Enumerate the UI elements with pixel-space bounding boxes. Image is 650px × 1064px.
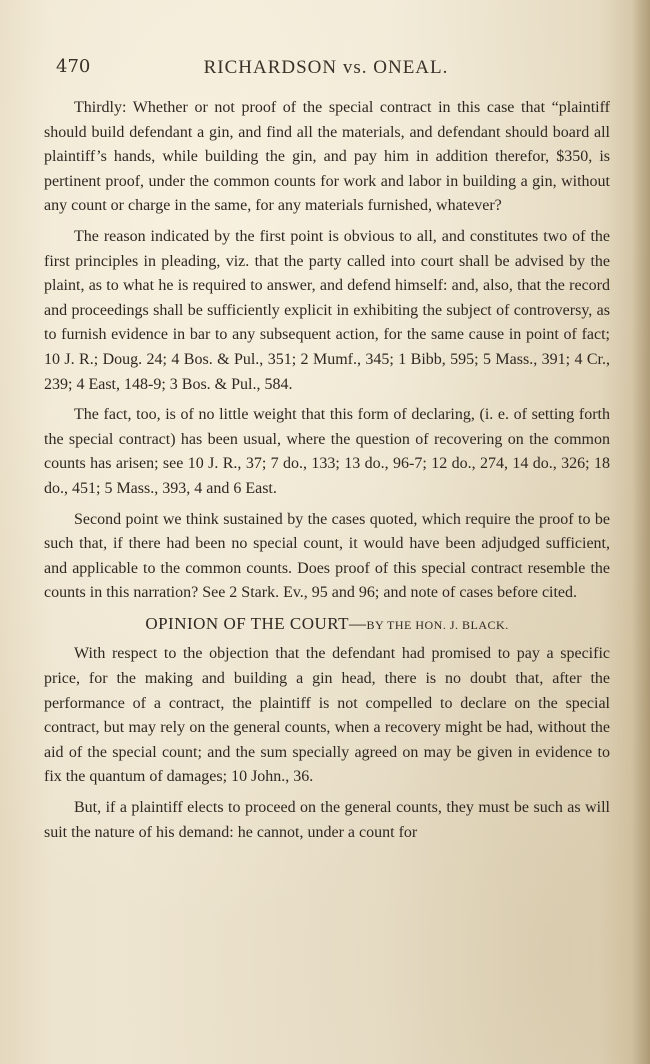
running-title: RICHARDSON vs. ONEAL. — [203, 57, 449, 78]
page-header — [56, 56, 616, 86]
page-number: 470 — [56, 56, 91, 77]
paragraph-thirdly: Thirdly: Whether or not proof of the special contract in this case that “plaintiff should build defendant a gin, and find all the materials, and defendant should board all plaintiff’s hands, while building the gin, and pay him in addition therefor, $350, is pertinent proof, under the common counts for work and labor in building a gin, without any count or charge in the same, for any materials furnished, whatever? — [44, 99, 610, 215]
paragraph-fact: The fact, too, is of no little weight that this form of declaring, (i. e. of setting forth the special contract) has been usual, where the question of recovering on the common counts has arisen; see 10 J. R., 37; 7 do., 133; 13 do., 96-7; 12 do., 274, 14 do., 326; 18 do., 451; 5 Mass., 393, 4 and 6 East. — [44, 406, 610, 497]
page-edge-shadow — [632, 0, 650, 1064]
paragraph-second-point: Second point we think sustained by the cases quoted, which require the proof to be such that, if there had been no special count, it would have been adjudged sufficient, and applicable to the common counts. Does proof of this special contract resemble the counts in this narration? See 2 Stark. Ev., 95 and 96; and note of cases before cited. — [44, 510, 610, 602]
paragraph-reason: The reason indicated by the first point is obvious to all, and constitutes two of the first principles in pleading, viz. that the party called into court shall be advised by the plaint, as to what he is required to answer, and defend himself: and, also, that the record and proceedings shall be sufficiently explicit in exhibiting the subject of controversy, as to furnish evidence in bar to any subsequent action, for the same cause in point of fact; 10 J. R.; Doug. 24; 4 Bos. & Pul., 351; 2 Mumf., 345; 1 Bibb, 595; 5 Mass., 391; 4 Cr., 239; 4 East, 148-9; 3 Bos. & Pul., 584. — [44, 227, 610, 393]
opinion-heading — [44, 612, 610, 638]
opinion-heading-main: OPINION OF THE COURT— — [145, 613, 367, 633]
paragraph-opinion-2: But, if a plaintiff elects to proceed on the general counts, they must be such as will suit the nature of his demand: he cannot, under a count for — [44, 799, 610, 841]
opinion-heading-by: BY THE HON. J. BLACK. — [366, 617, 509, 632]
paragraph-opinion-1: With respect to the objection that the defendant had promised to pay a specific price, for the making and building a gin head, there is no doubt that, after the performance of a contract, the plaintiff is not compelled to declare on the special contract, but may rely on the general counts, when a recovery might be had, without the aid of the special count; and the sum specially agreed on may be given in evidence to fix the quantum of damages; 10 John., 36. — [44, 645, 610, 786]
body-text — [44, 96, 610, 851]
